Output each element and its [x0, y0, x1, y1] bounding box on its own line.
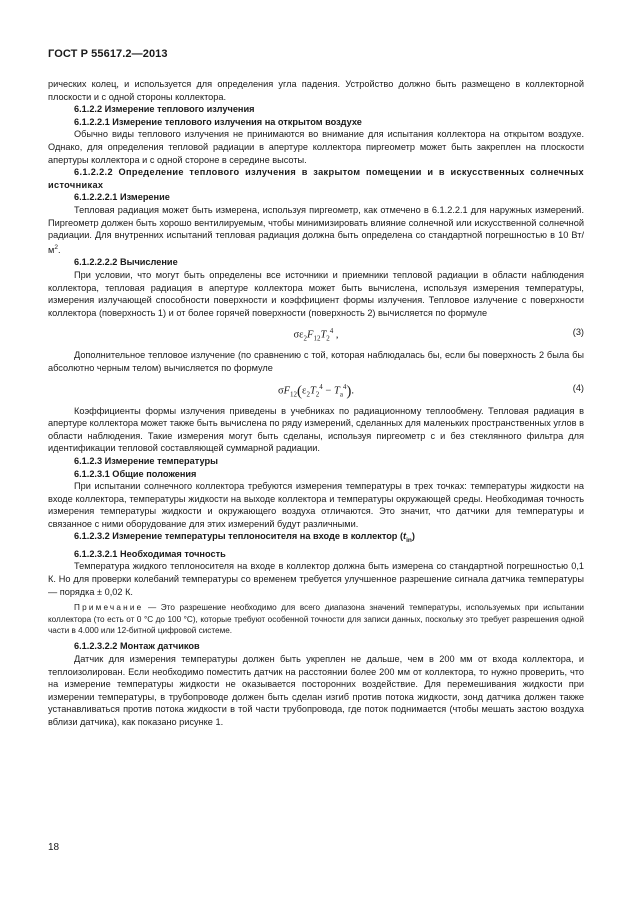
paragraph: Обычно виды теплового излучения не принимаются во внимание для испытания коллектора на открытом воздухе. Однако, для определения тепловой радиации в апертуре коллектора пиргеометр может быть закреплен на плоскости апертуры коллектора и с одной стороне в середине высоты. — [48, 129, 584, 165]
note-label: Примечание — [74, 603, 144, 613]
standard-header: ГОСТ Р 55617.2—2013 — [48, 48, 168, 60]
section-heading: 6.1.2.3.2.1 Необходимая точность — [74, 548, 226, 559]
note: Примечание — Это разрешение необходимо для всего диапазона значений температуры, используемых при испытании коллектора (то есть от 0 °С до 100 °С), которые требуют особенной точности для записи данных, поскольку это требует разрешения одной части в 4.000 или 12-битной цифровой системе. — [48, 603, 584, 636]
document-page — [48, 48, 584, 729]
section-heading: 6.1.2.2.2.1 Измерение — [74, 192, 170, 203]
paragraph: При условии, что могут быть определены все источники и приемники тепловой радиации в области наблюдения коллектора, тепловая радиация в апертуре коллектора может быть вычислена, используя измерения температуры, измерения излучающей способности поверхности и коэффициент формы излучения. Тепловое излучение с поверхности коллектора (поверхность 1) и от более горячей поверхности (поверхность 2) вычисляется по формуле — [48, 269, 584, 318]
section-heading: 6.1.2.2.1 Измерение теплового излучения на открытом воздухе — [74, 116, 362, 127]
formula-3-number: (3) — [572, 327, 584, 338]
paragraph: рических колец, и используется для определения угла падения. Устройство должно быть размещено в коллекторной плоскости и с одной стороны коллектора. — [48, 79, 584, 102]
section-heading: 6.1.2.2.2 Определение теплового излучения в закрытом помещении и в искусственных солнечных источниках — [48, 167, 584, 190]
formula-4 — [48, 375, 584, 405]
paragraph: Датчик для измерения температуры должен быть укреплен не дальше, чем в 200 мм от входа коллектора, и теплоизолирован. Если необходимо поместить датчик на расстоянии более 200 мм от коллектора, то нужно проверить, что на измерение температуры жидкости не оказывается посторонних воздействие. Для перемешивания жидкости при измерении температуры, в трубопроводе должен быть сделан изгиб против потока жидкости, зонд датчика должен также устанавливаться против потока жидкости в той части трубопровода, где поток поднимается (чтобы мешать застою воздуха вблизи датчика), как показано рисунке 1. — [48, 654, 584, 728]
paragraph: При испытании солнечного коллектора требуются измерения температуры в трех точках: температуры жидкости на входе коллектора, температуры жидкости на выходе коллектора и температуры окружающей среды. Необходимая точность измерения температуры жидкости и окружающего воздуха отличаются. Это значит, что датчики для температуры и связанное с ними оборудование для этих измерений будут различными. — [48, 481, 584, 529]
section-heading: 6.1.2.3.1 Общие положения — [74, 468, 197, 479]
section-heading: 6.1.2.3 Измерение температуры — [74, 455, 218, 466]
paragraph: Температура жидкого теплоносителя на входе в коллектор должна быть измерена со стандартной погрешностью 0,1 К. Но для проверки колебаний температуры со временем требуется улучшенное разрешение сигнала датчика температуры — порядка ± 0,02 К. — [48, 561, 584, 597]
section-heading: 6.1.2.2.2.2 Вычисление — [74, 257, 178, 268]
paragraph: Коэффициенты формы излучения приведены в учебниках по радиационному теплообмену. Тепловая радиация в апертуре коллектора может также быть вычислена по ряду измерений, сделанных для маленьких пространственных углов в области наблюдения. Такие измерения могут быть сделаны, используя пиргеометр с и без стеклянного фильтра для идентификации тепловой составляющей суммарной радиации. — [48, 405, 584, 454]
section-heading: 6.1.2.3.2.2 Монтаж датчиков — [74, 641, 200, 652]
page-number: 18 — [48, 842, 60, 853]
paragraph: Дополнительное тепловое излучение (по сравнению с той, которая наблюдалась бы, если бы поверхность 2 была бы абсолютно черным телом) вычисляется по формуле — [48, 350, 584, 373]
formula-4-number: (4) — [572, 382, 584, 393]
formula-3-expression: $\sigma\varepsilon_2F_{12}T_2^4$ , — [293, 327, 339, 343]
formula-4-expression: $\sigma F_{12}(\varepsilon_2T_2^4 - T_a^4)$. — [277, 382, 355, 400]
formula-3 — [48, 319, 584, 349]
paragraph: Тепловая радиация может быть измерена, используя пиргеометр, как отмечено в 6.1.2.2.1 для наружных измерений. Пиргеометр должен быть хорошо вентилируемым, чтобы минимизировать влияние солнечной или искусственной солнечной радиации. Для внутренних испытаний тепловая радиация должна быть определена со стандартной погрешностью в 10 $Вт/м^2$. — [48, 204, 584, 255]
section-heading: 6.1.2.2 Измерение теплового излучения — [74, 104, 255, 115]
section-heading: 6.1.2.3.2 Измерение температуры теплоносителя на входе в коллектор $(t_{in})$ — [74, 531, 415, 545]
